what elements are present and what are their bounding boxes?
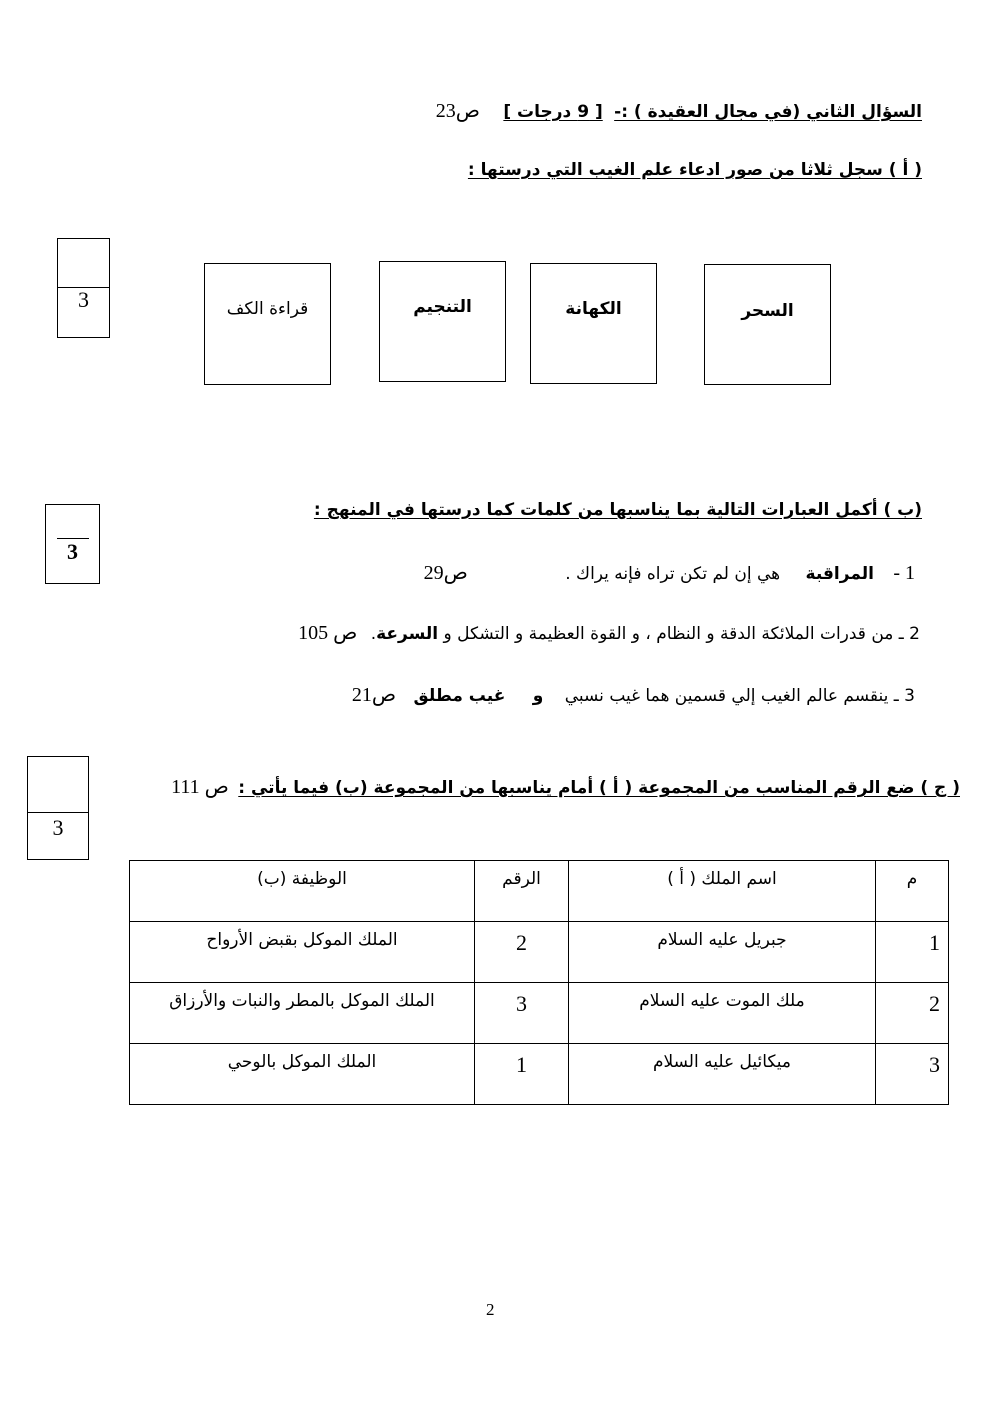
angel-name: جبريل عليه السلام [569,922,876,983]
part-c-score-box [27,756,89,860]
answer-number: 1 [475,1044,569,1105]
part-b-line-1 [215,560,915,590]
option-box-4 [204,263,331,385]
matching-table [129,860,949,1105]
header-number: الرقم [475,861,569,922]
part-a-score-box [57,238,110,338]
angel-name: ميكائيل عليه السلام [569,1044,876,1105]
line3-text: 3 ـ ينقسم عالم الغيب إلي قسمين هما غيب نسبي [564,686,915,706]
table-row [130,922,949,983]
line2-text: 2 ـ من قدرات الملائكة الدقة و النظام ، و القوة العظيمة و التشكل و [443,624,920,644]
line2-ref: ص 105 [298,622,358,644]
part-b-score-box [45,504,100,584]
angel-function: الملك الموكل بقبض الأرواح [130,922,475,983]
option-label-2: الكهانة [565,298,622,319]
header-angel-name: اسم الملك ( أ ) [569,861,876,922]
question-page-ref: ص23 [435,100,480,122]
question-title-line [362,98,922,128]
answer-number: 3 [475,983,569,1044]
part-b-score: 3 [67,539,78,564]
question-marks: [ 9 درجات ] [503,102,603,122]
page-number: 2 [486,1300,495,1319]
line1-ref: ص29 [423,562,468,584]
option-box-2 [530,263,657,384]
option-box-1 [704,264,831,385]
line3-ref: ص21 [351,684,397,706]
line3-answer: غيب مطلق [413,686,506,706]
part-c-score: 3 [52,815,64,840]
option-label-3: التنجيم [413,296,472,317]
table-row [130,983,949,1044]
angel-function: الملك الموكل بالمطر والنبات والأرزاق [130,983,475,1044]
option-box-3 [379,261,506,382]
part-b-line-3 [255,682,915,712]
line2-answer: السرعة [376,624,439,644]
row-index: 3 [929,1052,940,1077]
option-label-1: السحر [741,300,794,321]
option-label-4: قراءة الكف [226,299,309,319]
part-c-prompt-line [100,774,960,804]
row-index: 1 [929,930,940,955]
answer-number: 2 [475,922,569,983]
question-title: السؤال الثاني (في مجال العقيدة ) :- [614,102,922,122]
part-a-prompt: ( أ ) سجل ثلاثا من صور ادعاء علم الغيب التي درستها : [467,160,922,180]
angel-name: ملك الموت عليه السلام [569,983,876,1044]
header-function: الوظيفة (ب) [130,861,475,922]
part-b-prompt: (ب ) أكمل العبارات التالية بما يناسبها من كلمات كما درستها في المنهج : [313,500,922,520]
table-row [130,1044,949,1105]
line1-answer: المراقبة [805,564,874,584]
line3-conjunction: و [532,686,544,706]
part-c-prompt: ( ج ) ضع الرقم المناسب من المجموعة ( أ ) أمام يناسبها من المجموعة (ب) فيما يأتي : [238,778,960,798]
header-index: م [876,861,949,922]
table-header-row [130,861,949,922]
part-a-score: 3 [78,287,89,312]
line1-text: هي إن لم تكن تراه فإنه يراك . [565,564,781,584]
part-b-line-2: 2 ـ من قدرات الملائكة الدقة و النظام ، و القوة العظيمة و التشكل و السرعة. ص 105 [298,622,920,644]
row-index: 2 [929,991,940,1016]
part-c-ref: ص 111 [171,776,229,798]
angel-function: الملك الموكل بالوحي [130,1044,475,1105]
line1-number: 1 - [893,562,915,584]
